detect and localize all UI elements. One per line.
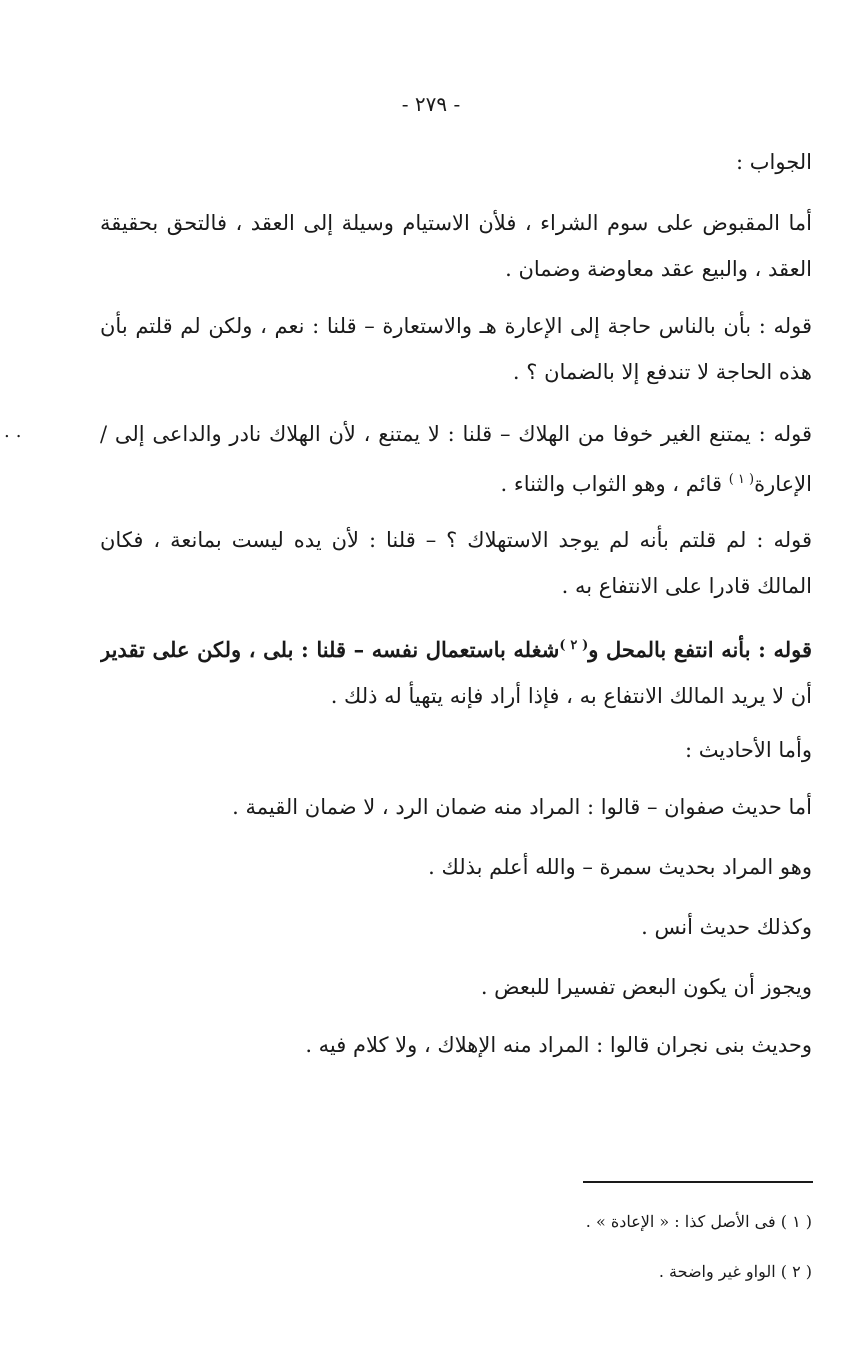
- paragraph-2: [100, 303, 812, 395]
- paragraph-4-line-2: المالك قادرا على الانتفاع به .: [561, 574, 812, 598]
- hadith-line-1: أما حديث صفوان – قالوا : المراد منه ضمان الرد ، لا ضمان القيمة .: [232, 795, 812, 819]
- paragraph-4-line-1: قوله : لم قلتم بأنه لم يوجد الاستهلاك ؟ – قلنا : لأن يده ليست بمانعة ، فكان: [100, 528, 812, 552]
- hadith-line-4: ويجوز أن يكون البعض تفسيرا للبعض .: [480, 975, 812, 999]
- ahadith-heading: وأما الأحاديث :: [684, 738, 812, 762]
- paragraph-2-line-1: قوله : بأن بالناس حاجة إلى الإعارة هـ والاستعارة – قلنا : نعم ، ولكن لم قلتم بأن: [100, 314, 812, 338]
- answer-heading: الجواب :: [736, 150, 812, 174]
- hadith-line-2: وهو المراد بحديث سمرة – والله أعلم بذلك .: [428, 855, 812, 879]
- page-number: - ٢٧٩ -: [401, 92, 461, 116]
- paragraph-5-line-1-part-1: قوله : بأنه انتفع بالمحل و: [588, 637, 812, 662]
- paragraph-3-line-2-rest: قائم ، وهو الثواب والثناء .: [500, 472, 722, 496]
- footnote-ref-2: ( ٢ ): [559, 638, 589, 653]
- paragraph-3-line-2: [100, 457, 812, 507]
- paragraph-3-line-2-prefix: الإعارة: [754, 472, 812, 496]
- paragraph-5: [100, 623, 812, 719]
- paragraph-1-line-1: أما المقبوض على سوم الشراء ، فلأن الاستيام وسيلة إلى العقد ، فالتحق بحقيقة: [100, 211, 812, 235]
- paragraph-5-line-2: أن لا يريد المالك الانتفاع به ، فإذا أراد فإنه يتهيأ له ذلك .: [330, 684, 812, 708]
- paragraph-2-line-2: هذه الحاجة لا تندفع إلا بالضمان ؟ .: [512, 360, 812, 384]
- footnote-ref-1: ( ١ ): [728, 472, 755, 487]
- paragraph-4: [100, 517, 812, 609]
- paragraph-5-line-1-part-2: شغله باستعمال نفسه – قلنا : بلى ، ولكن على تقدير: [100, 637, 560, 662]
- margin-mark: ..: [4, 421, 28, 442]
- hadith-line-5: وحديث بنى نجران قالوا : المراد منه الإهلاك ، ولا كلام فيه .: [305, 1033, 812, 1057]
- paragraph-5-line-1: [100, 623, 812, 673]
- paragraph-1-line-2: العقد ، والبيع عقد معاوضة وضمان .: [505, 257, 812, 281]
- footnote-1: ( ١ ) فى الأصل كذا : « الإعادة » .: [585, 1212, 812, 1231]
- paragraph-3-line-1: قوله : يمتنع الغير خوفا من الهلاك – قلنا : لا يمتنع ، لأن الهلاك نادر والداعى إلى /: [100, 422, 812, 446]
- footnote-divider: [583, 1181, 813, 1183]
- paragraph-3: [100, 411, 812, 507]
- hadith-line-3: وكذلك حديث أنس .: [641, 915, 812, 939]
- footnote-2: ( ٢ ) الواو غير واضحة .: [658, 1262, 812, 1281]
- paragraph-1: [100, 200, 812, 292]
